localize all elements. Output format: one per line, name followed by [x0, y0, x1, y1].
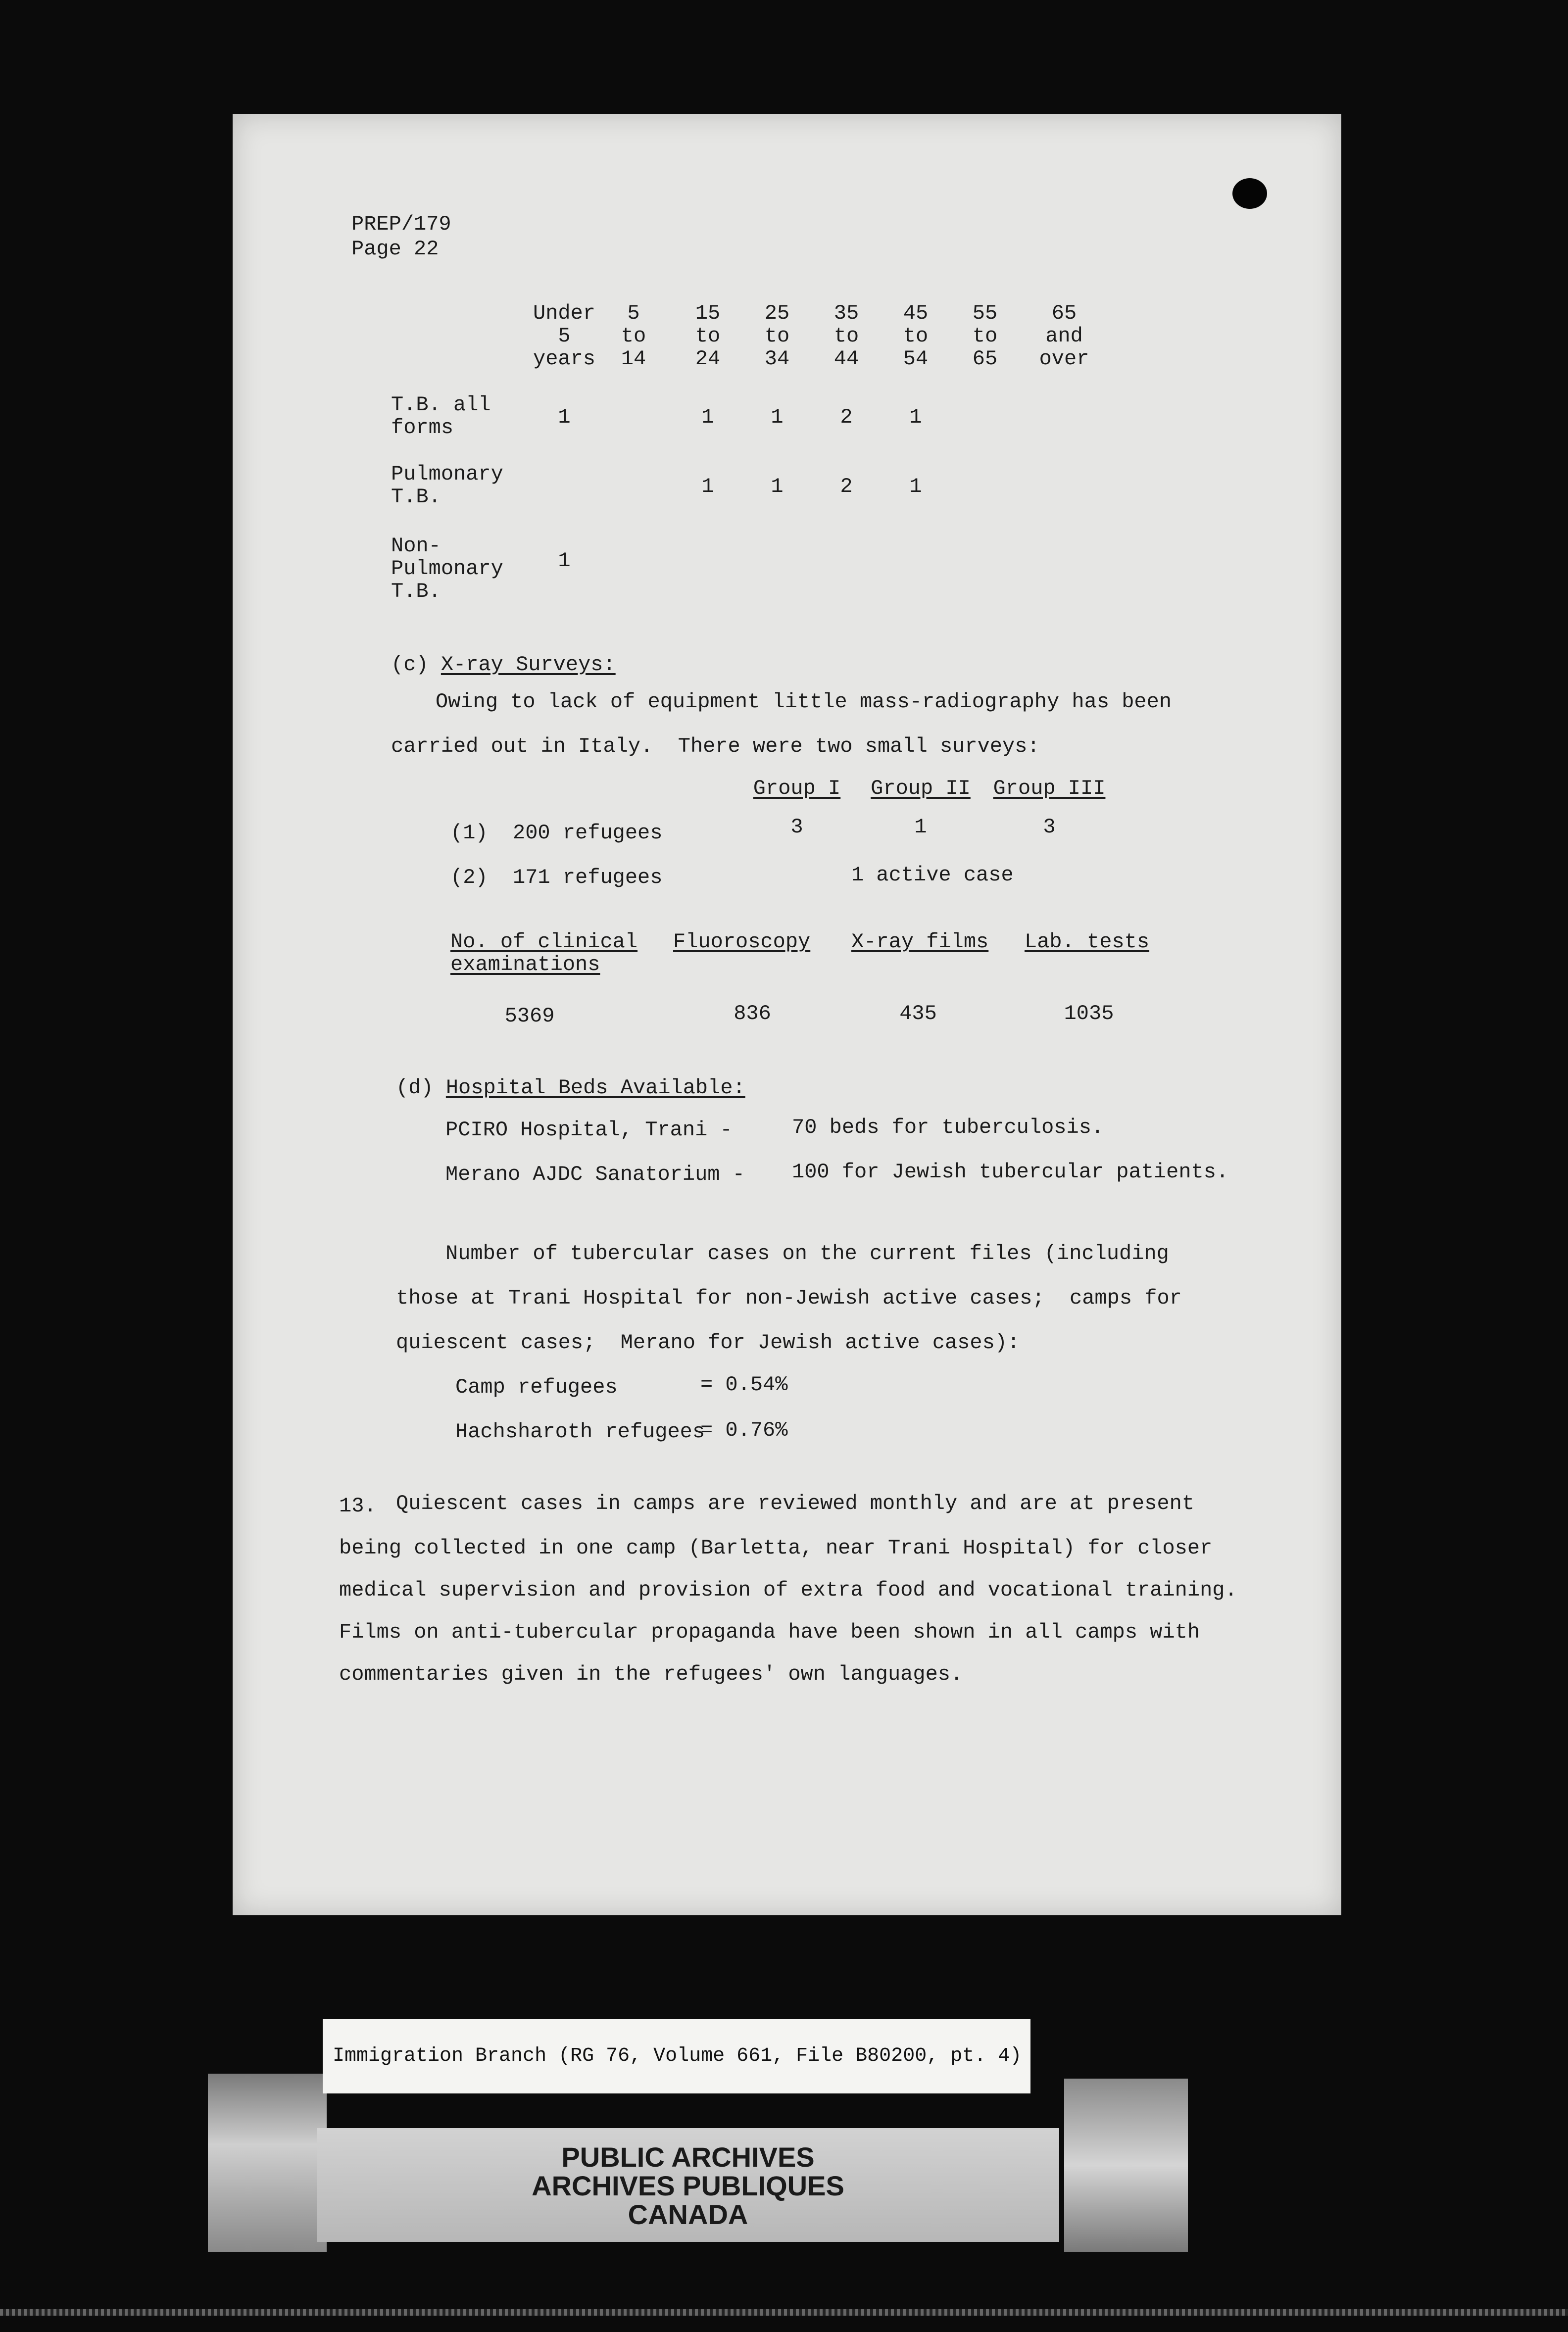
item-13-text: medical supervision and provision of extra food and vocational training. [339, 1578, 1237, 1602]
table-cell: 1 [558, 549, 571, 573]
section-d-para: quiescent cases; Merano for Jewish active cases): [396, 1331, 1020, 1355]
section-c-heading: (c) X-ray Surveys: [391, 653, 616, 677]
stamp-line: PUBLIC ARCHIVES [561, 2141, 815, 2173]
survey-value: 3 [790, 815, 803, 839]
table-cell: 1 [558, 405, 571, 429]
item-number: 13. [339, 1494, 377, 1518]
age-col-header: 25 to 34 [764, 301, 790, 371]
exam-header: X-ray films [851, 930, 989, 954]
section-d-para: Number of tubercular cases on the current files (including [445, 1242, 1169, 1265]
stamp-line: ARCHIVES PUBLIQUES [532, 2170, 844, 2201]
age-col-header: Under 5 years [533, 301, 596, 371]
group-header: Group I [753, 777, 841, 800]
archive-label: Immigration Branch (RG 76, Volume 661, File B80200, pt. 4) [323, 2019, 1030, 2093]
age-col-header: 45 to 54 [903, 301, 929, 371]
exam-value: 435 [899, 1002, 937, 1025]
survey-label: (1) 200 refugees [450, 821, 663, 845]
table-cell: 1 [701, 475, 714, 498]
table-cell: 1 [771, 405, 784, 429]
section-c-para: carried out in Italy. There were two small surveys: [391, 734, 1040, 758]
row-label: T.B. all forms [391, 393, 491, 439]
section-d-heading: (d) Hospital Beds Available: [396, 1076, 745, 1100]
age-col-header: 55 to 65 [972, 301, 998, 371]
exam-value: 836 [734, 1002, 771, 1025]
rate-value: = 0.54% [700, 1373, 788, 1397]
group-header: Group III [993, 777, 1106, 800]
bed-detail: 70 beds for tuberculosis. [792, 1116, 1104, 1139]
exam-header: Fluoroscopy [673, 930, 811, 954]
page-number: Page 22 [351, 237, 439, 261]
survey-value: 3 [1043, 815, 1056, 839]
section-d-para: those at Trani Hospital for non-Jewish active cases; camps for [396, 1286, 1182, 1310]
group-header: Group II [871, 777, 971, 800]
section-c-para: Owing to lack of equipment little mass-radiography has been [436, 690, 1172, 714]
age-col-header: 15 to 24 [695, 301, 721, 371]
survey-note: 1 active case [851, 863, 1014, 887]
document-page [233, 114, 1341, 1915]
torn-paper-right [1064, 2079, 1188, 2252]
exam-value: 5369 [504, 1004, 555, 1028]
exam-header: Lab. tests [1025, 930, 1150, 954]
table-cell: 1 [701, 405, 714, 429]
age-col-header: 35 to 44 [833, 301, 859, 371]
age-col-header: 5 to 14 [621, 301, 646, 371]
item-13-text: Quiescent cases in camps are reviewed monthly and are at present [396, 1492, 1195, 1515]
table-cell: 1 [909, 405, 922, 429]
exam-value: 1035 [1064, 1002, 1114, 1025]
age-col-header: 65 and over [1039, 301, 1089, 371]
stamp-line: CANADA [628, 2199, 748, 2230]
rate-label: Camp refugees [455, 1375, 618, 1399]
document-ref: PREP/179 [351, 212, 451, 236]
survey-value: 1 [914, 815, 927, 839]
exam-header: No. of clinical examinations [450, 930, 638, 976]
table-cell: 1 [909, 475, 922, 498]
item-13-text: commentaries given in the refugees' own languages. [339, 1662, 963, 1686]
table-cell: 1 [771, 475, 784, 498]
punch-hole [1232, 178, 1267, 209]
rate-value: = 0.76% [700, 1418, 788, 1442]
bed-place: Merano AJDC Sanatorium - [445, 1163, 745, 1186]
table-cell: 2 [840, 405, 853, 429]
item-13-text: being collected in one camp (Barletta, near Trani Hospital) for closer [339, 1536, 1213, 1560]
bed-detail: 100 for Jewish tubercular patients. [792, 1160, 1229, 1184]
item-13-text: Films on anti-tubercular propaganda have been shown in all camps with [339, 1620, 1200, 1644]
archive-stamp [317, 2128, 1059, 2242]
table-cell: 2 [840, 475, 853, 498]
survey-label: (2) 171 refugees [450, 866, 663, 889]
bed-place: PCIRO Hospital, Trani - [445, 1118, 733, 1142]
torn-paper-left [208, 2074, 327, 2252]
row-label: Non- Pulmonary T.B. [391, 534, 503, 603]
film-edge [0, 2309, 1568, 2316]
row-label: Pulmonary T.B. [391, 462, 503, 509]
rate-label: Hachsharoth refugees [455, 1420, 705, 1444]
